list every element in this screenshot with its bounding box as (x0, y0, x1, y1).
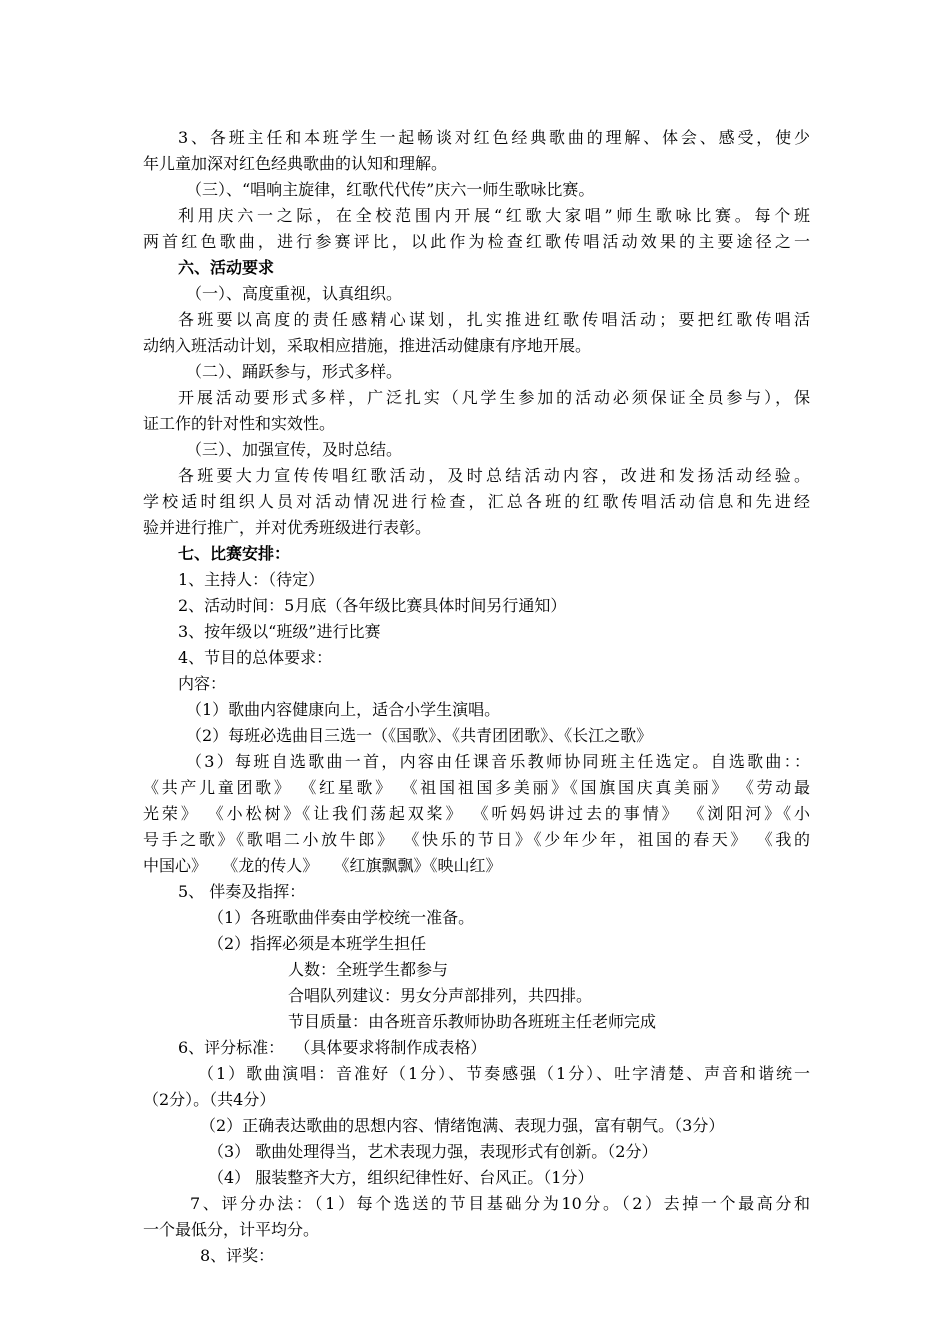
list-item: （1）各班歌曲伴奏由学校统一准备。 (208, 908, 475, 927)
list-item: 5、 伴奏及指挥： (178, 882, 306, 901)
paragraph-line: 人数：全班学生都参与 (288, 960, 449, 979)
paragraph-line: 一个最低分，计平均分。 (143, 1220, 320, 1239)
paragraph-line: 两首红色歌曲，进行参赛评比，以此作为检查红歌传唱活动效果的主要途径之一 (143, 232, 810, 251)
paragraph-line: 年儿童加深对红色经典歌曲的认知和理解。 (143, 154, 448, 173)
list-item: （4） 服装整齐大方，组织纪律性好、台风正。（1分） (208, 1168, 594, 1187)
list-item: 4、节目的总体要求： (178, 648, 333, 667)
subsection-heading: （二）、踊跃参与，形式多样。 (186, 362, 403, 381)
section-heading: 七、比赛安排： (178, 544, 291, 563)
list-item: （3）每班自选歌曲一首，内容由任课音乐教师协同班主任选定。自选歌曲：： (186, 752, 810, 771)
paragraph-line: 各班要以高度的责任感精心谋划，扎实推进红歌传唱活动；要把红歌传唱活 (178, 310, 810, 329)
song-list-line: 中国心》 《龙的传人》 《红旗飘飘》《映山红》 (143, 856, 502, 875)
list-item: （1）歌曲内容健康向上，适合小学生演唱。 (186, 700, 501, 719)
list-item: （2）每班必选曲目三选一（《国歌》、《共青团团歌》、《长江之歌》 (186, 726, 653, 745)
list-item: （3） 歌曲处理得当，艺术表现力强，表现形式有创新。（2分） (208, 1142, 658, 1161)
list-item: （2）指挥必须是本班学生担任 (208, 934, 427, 953)
paragraph-line: 学校适时组织人员对活动情况进行检查，汇总各班的红歌传唱活动信息和先进经 (143, 492, 810, 511)
subsection-heading: （一）、高度重视，认真组织。 (186, 284, 403, 303)
paragraph-line: 合唱队列建议：男女分声部排列，共四排。 (288, 986, 593, 1005)
paragraph-line: 开展活动要形式多样，广泛扎实（凡学生参加的活动必须保证全员参与），保 (178, 388, 810, 407)
paragraph-line: 3、各班主任和本班学生一起畅谈对红色经典歌曲的理解、体会、感受，使少 (178, 128, 810, 147)
list-item: （1）歌曲演唱：音准好（1分）、节奏感强（1分）、吐字清楚、声音和谐统一 (198, 1064, 810, 1083)
list-item: （2）正确表达歌曲的思想内容、情绪饱满、表现力强，富有朝气。（3分） (200, 1116, 725, 1135)
paragraph-line: 节目质量：由各班音乐教师协助各班班主任老师完成 (288, 1012, 657, 1031)
song-list-line: 号手之歌》《歌唱二小放牛郎》 《快乐的节日》《少年少年，祖国的春天》 《我的 (143, 830, 810, 849)
paragraph-line: 验并进行推广，并对优秀班级进行表彰。 (143, 518, 432, 537)
list-item: 3、按年级以“班级”进行比赛 (178, 622, 381, 641)
list-item: 8、评奖： (200, 1246, 275, 1265)
paragraph-line: 利用庆六一之际，在全校范围内开展“红歌大家唱”师生歌咏比赛。每个班 (178, 206, 810, 225)
song-list-line: 《共产儿童团歌》 《红星歌》 《祖国祖国多美丽》《国旗国庆真美丽》 《劳动最 (143, 778, 810, 797)
subsection-heading: （三）、加强宣传，及时总结。 (186, 440, 403, 459)
paragraph-line: 证工作的针对性和实效性。 (143, 414, 336, 433)
song-list-line: 光荣》 《小松树》《让我们荡起双桨》 《听妈妈讲过去的事情》 《浏阳河》《小 (143, 804, 810, 823)
paragraph-line: （三）、“唱响主旋律，红歌代代传”庆六一师生歌咏比赛。 (186, 180, 595, 199)
paragraph-line: 动纳入班活动计划，采取相应措施，推进活动健康有序地开展。 (143, 336, 592, 355)
list-item: 1、主持人：（待定） (178, 570, 325, 589)
list-item: 6、评分标准： （具体要求将制作成表格） (178, 1038, 487, 1057)
paragraph-line: （2分）。（共4分） (143, 1090, 276, 1109)
list-item: 7、评分办法：（1）每个选送的节目基础分为10分。（2）去掉一个最高分和 (190, 1194, 810, 1213)
section-heading: 六、活动要求 (178, 258, 275, 277)
list-item: 2、活动时间：5月底（各年级比赛具体时间另行通知） (178, 596, 567, 615)
paragraph-line: 各班要大力宣传传唱红歌活动，及时总结活动内容，改进和发扬活动经验。 (178, 466, 810, 485)
paragraph-line: 内容： (178, 674, 227, 693)
